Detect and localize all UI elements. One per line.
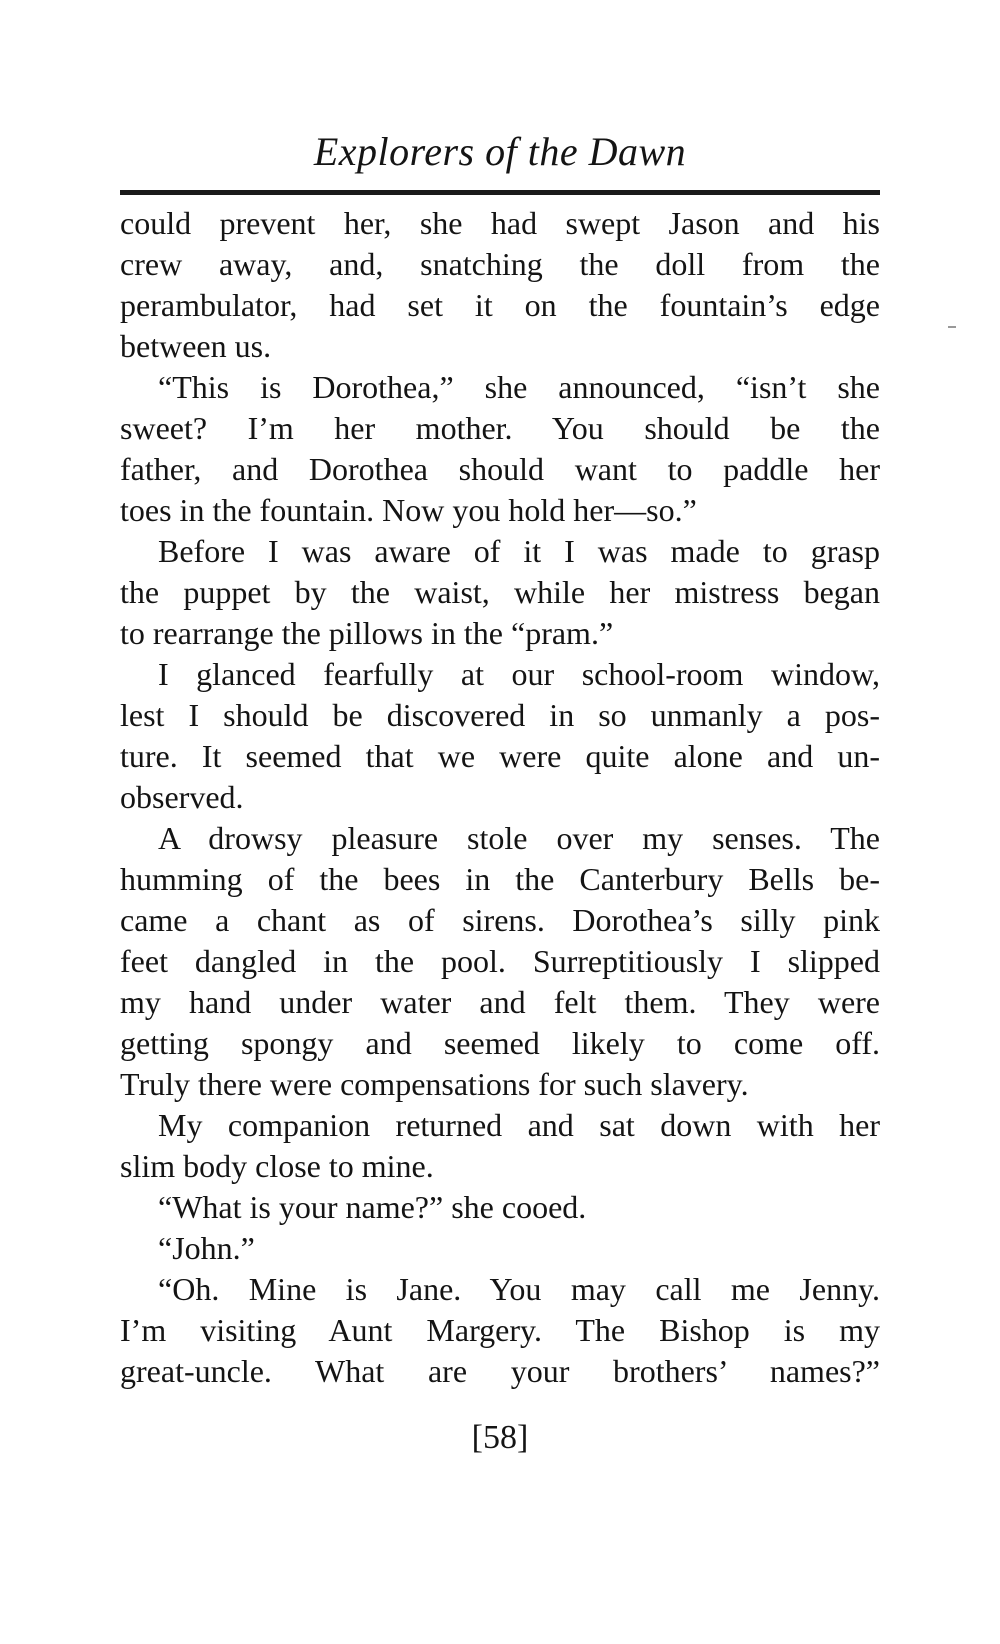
- text-line: “What is your name?” she cooed.: [158, 1189, 587, 1225]
- page-number: [58]: [471, 1419, 529, 1456]
- text-line: toes in the fountain. Now you hold her—so.”: [120, 492, 697, 528]
- text-line: came a chant as of sirens. Dorothea’s silly pink: [120, 902, 880, 938]
- text-line: I glanced fearfully at our school-room window,: [158, 656, 880, 692]
- header-rule: [120, 190, 880, 195]
- text-line: Before I was aware of it I was made to grasp: [158, 533, 880, 569]
- running-title: Explorers of the Dawn: [313, 129, 687, 174]
- text-line: ture. It seemed that we were quite alone and un-: [120, 738, 880, 774]
- text-line: perambulator, had set it on the fountain’s edge: [120, 287, 880, 323]
- text-line: “John.”: [158, 1230, 255, 1266]
- text-line: “Oh. Mine is Jane. You may call me Jenny.: [158, 1271, 880, 1307]
- text-line: lest I should be discovered in so unmanly a pos-: [120, 697, 880, 733]
- text-line: getting spongy and seemed likely to come off.: [120, 1025, 880, 1061]
- print-speck: [948, 326, 956, 328]
- text-line: to rearrange the pillows in the “pram.”: [120, 615, 614, 651]
- text-line: feet dangled in the pool. Surreptitiously I slipped: [120, 943, 880, 979]
- text-line: between us.: [120, 328, 272, 364]
- body-text: [120, 203, 880, 1392]
- text-line: crew away, and, snatching the doll from the: [120, 246, 880, 282]
- text-line: the puppet by the waist, while her mistress began: [120, 574, 880, 610]
- text-line: great-uncle. What are your brothers’ names?”: [120, 1353, 880, 1389]
- text-line: my hand under water and felt them. They were: [120, 984, 880, 1020]
- text-line: My companion returned and sat down with her: [158, 1107, 880, 1143]
- text-line: Truly there were compensations for such slavery.: [120, 1066, 749, 1102]
- text-line: father, and Dorothea should want to paddle her: [120, 451, 880, 487]
- text-line: humming of the bees in the Canterbury Bells be-: [120, 861, 880, 897]
- text-line: could prevent her, she had swept Jason and his: [120, 205, 880, 241]
- text-line: observed.: [120, 779, 244, 815]
- text-line: sweet? I’m her mother. You should be the: [120, 410, 880, 446]
- text-line: “This is Dorothea,” she announced, “isn’t she: [158, 369, 880, 405]
- text-line: slim body close to mine.: [120, 1148, 434, 1184]
- text-line: I’m visiting Aunt Margery. The Bishop is my: [120, 1312, 880, 1348]
- text-line: A drowsy pleasure stole over my senses. The: [158, 820, 880, 856]
